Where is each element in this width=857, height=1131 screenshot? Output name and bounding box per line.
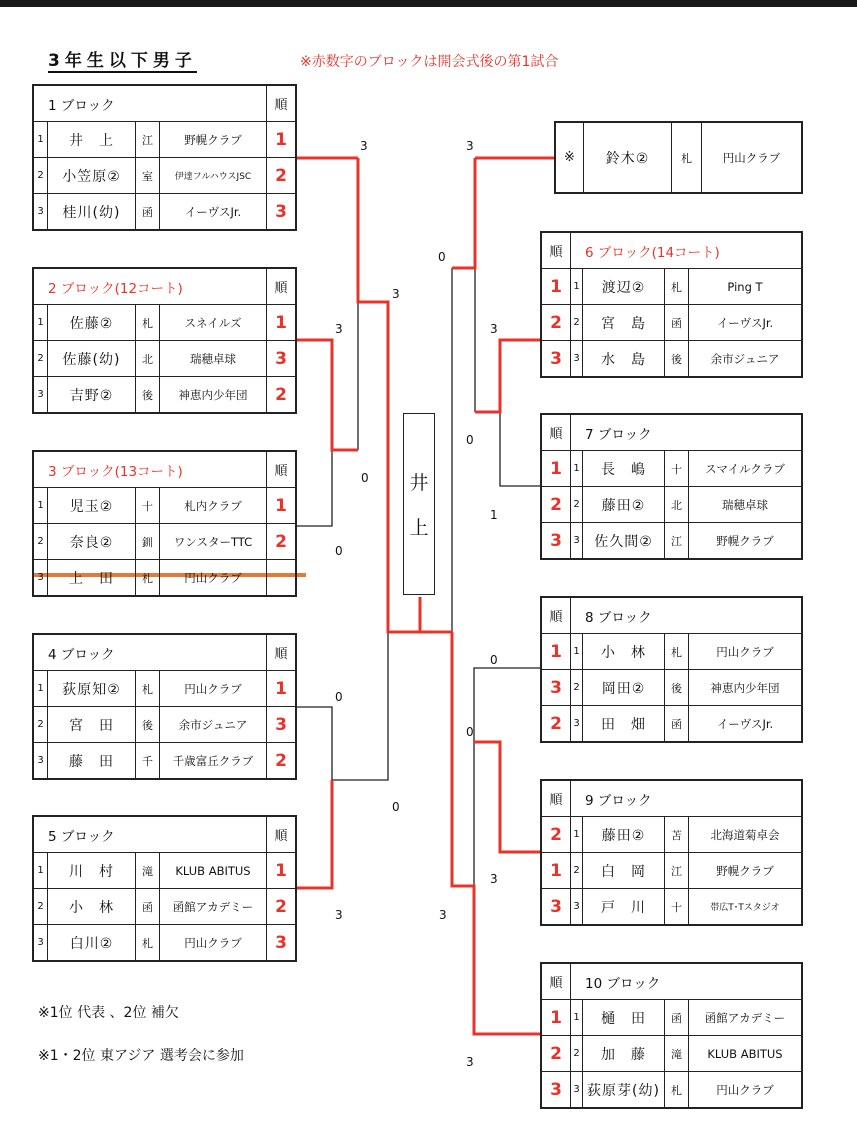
row-number: 1 xyxy=(571,1000,583,1036)
region: 札 xyxy=(136,305,160,341)
club-name: 円山クラブ xyxy=(160,560,267,596)
rank-col-header: 順 xyxy=(267,635,296,671)
row-number: 2 xyxy=(571,487,583,523)
row-number: 3 xyxy=(34,560,48,596)
row-number: 1 xyxy=(571,817,583,853)
row-number: 3 xyxy=(34,743,48,779)
player-name: 児玉② xyxy=(48,488,136,524)
block-8 xyxy=(540,596,803,743)
row-number: 2 xyxy=(571,670,583,706)
row-number: 1 xyxy=(34,122,48,158)
region: 北 xyxy=(665,487,689,523)
block-9 xyxy=(540,779,803,926)
table-row xyxy=(34,194,296,230)
player-name: 川 村 xyxy=(48,853,136,889)
score: 0 xyxy=(466,725,474,739)
rank: 2 xyxy=(267,524,296,560)
bracket-line xyxy=(474,668,540,742)
footnote-selection: ※1・2位 東アジア 選考会に参加 xyxy=(38,1048,244,1064)
row-number: 3 xyxy=(571,706,583,742)
table-row xyxy=(34,122,296,158)
winner-line xyxy=(474,742,540,852)
club-name: 円山クラブ xyxy=(702,123,802,193)
rank: 1 xyxy=(267,305,296,341)
rank: 3 xyxy=(542,1072,571,1108)
bracket-line xyxy=(297,632,388,780)
block-5 xyxy=(32,815,297,962)
score: 0 xyxy=(392,800,400,814)
rank: 3 xyxy=(542,889,571,925)
table-row xyxy=(34,377,296,413)
rank-col-header: 順 xyxy=(542,598,571,634)
rank: 3 xyxy=(267,341,296,377)
row-number: 2 xyxy=(34,707,48,743)
table-row xyxy=(34,341,296,377)
rank: 1 xyxy=(542,634,571,670)
champion-box xyxy=(403,413,435,595)
region: 札 xyxy=(665,1072,689,1108)
score: 3 xyxy=(490,872,498,886)
row-number: 1 xyxy=(34,305,48,341)
player-name: 井 上 xyxy=(48,122,136,158)
club-name: スマイルクラブ xyxy=(689,451,802,487)
club-name: 瑞穂卓球 xyxy=(689,487,802,523)
region: 後 xyxy=(136,707,160,743)
block-6 xyxy=(540,231,803,378)
region: 札 xyxy=(665,634,689,670)
table-row xyxy=(34,488,296,524)
player-name: 小笠原② xyxy=(48,158,136,194)
score: 3 xyxy=(335,908,343,922)
region: 江 xyxy=(665,523,689,559)
player-name: 荻原知② xyxy=(48,671,136,707)
region: 滝 xyxy=(136,853,160,889)
row-number: 3 xyxy=(34,194,48,230)
row-number: 1 xyxy=(571,634,583,670)
rank: 1 xyxy=(267,488,296,524)
rank: 2 xyxy=(267,889,296,925)
seed-mark: ※ xyxy=(556,123,584,193)
block-header: 5 ブロック xyxy=(34,817,267,853)
block-1 xyxy=(32,84,297,231)
player-name: 佐藤② xyxy=(48,305,136,341)
table-row xyxy=(34,853,296,889)
block-header: 1 ブロック xyxy=(34,86,267,122)
row-number: 3 xyxy=(34,925,48,961)
block-4 xyxy=(32,633,297,780)
rank-col-header: 順 xyxy=(267,86,296,122)
first-match-note: ※赤数字のブロックは開会式後の第1試合 xyxy=(300,54,559,70)
score: 0 xyxy=(438,250,446,264)
row-number: 2 xyxy=(571,1036,583,1072)
rank: 3 xyxy=(267,194,296,230)
player-name: 桂川(幼) xyxy=(48,194,136,230)
table-row xyxy=(542,1000,802,1036)
player-name: 田 畑 xyxy=(583,706,665,742)
table-row xyxy=(542,670,802,706)
row-number: 3 xyxy=(34,377,48,413)
rank: 2 xyxy=(542,817,571,853)
table-row xyxy=(34,524,296,560)
table-row xyxy=(34,889,296,925)
rank: 1 xyxy=(542,269,571,305)
club-name: 千歳富丘クラブ xyxy=(160,743,267,779)
row-number: 3 xyxy=(571,1072,583,1108)
block-3 xyxy=(32,450,297,597)
score: 3 xyxy=(439,908,447,922)
table-row xyxy=(556,123,802,193)
table-row xyxy=(542,1036,802,1072)
row-number: 2 xyxy=(34,158,48,194)
club-name: KLUB ABITUS xyxy=(689,1036,802,1072)
player-name: 白川② xyxy=(48,925,136,961)
club-name: 余市ジュニア xyxy=(160,707,267,743)
row-number: 1 xyxy=(34,488,48,524)
player-name: 小 林 xyxy=(583,634,665,670)
rank: 1 xyxy=(542,853,571,889)
rank: 1 xyxy=(267,122,296,158)
club-name: 帯広T･Tスタジオ xyxy=(689,889,802,925)
rank-col-header: 順 xyxy=(267,817,296,853)
rank: 2 xyxy=(267,743,296,779)
region: 札 xyxy=(136,560,160,596)
block-2 xyxy=(32,267,297,414)
club-name: 円山クラブ xyxy=(160,925,267,961)
club-name: ワンスターTTC xyxy=(160,524,267,560)
score: 3 xyxy=(466,1055,474,1069)
region: 札 xyxy=(665,269,689,305)
player-name: 上 田 xyxy=(48,560,136,596)
champion-char: 井 xyxy=(409,472,429,494)
winner-line xyxy=(297,340,358,450)
bracket-line xyxy=(500,340,540,486)
club-name: 函館アカデミー xyxy=(689,1000,802,1036)
club-name: 北海道菊卓会 xyxy=(689,817,802,853)
player-name: 鈴木② xyxy=(584,123,672,193)
region: 十 xyxy=(665,889,689,925)
club-name: スネイルズ xyxy=(160,305,267,341)
score: 3 xyxy=(466,139,474,153)
player-name: 水 島 xyxy=(583,341,665,377)
club-name: 瑞穂卓球 xyxy=(160,341,267,377)
score: 0 xyxy=(335,690,343,704)
player-name: 藤田② xyxy=(583,817,665,853)
bracket-line xyxy=(297,340,332,526)
rank: 2 xyxy=(542,305,571,341)
club-name: 札内クラブ xyxy=(160,488,267,524)
row-number: 3 xyxy=(571,889,583,925)
club-name: Ping T xyxy=(689,269,802,305)
block-header: 4 ブロック xyxy=(34,635,267,671)
row-number: 2 xyxy=(571,305,583,341)
rank: 2 xyxy=(542,487,571,523)
region: 函 xyxy=(665,305,689,341)
region: 函 xyxy=(136,889,160,925)
player-name: 加 藤 xyxy=(583,1036,665,1072)
block-header: 9 ブロック xyxy=(571,781,802,817)
club-name: 神恵内少年団 xyxy=(160,377,267,413)
player-name: 樋 田 xyxy=(583,1000,665,1036)
score: 0 xyxy=(335,544,343,558)
block-header: 7 ブロック xyxy=(571,415,802,451)
club-name: イーヴスJr. xyxy=(689,706,802,742)
table-row xyxy=(542,817,802,853)
row-number: 2 xyxy=(34,341,48,377)
rank: 3 xyxy=(267,707,296,743)
table-row xyxy=(542,487,802,523)
region: 江 xyxy=(136,122,160,158)
winner-line xyxy=(297,780,332,888)
score: 0 xyxy=(490,653,498,667)
winner-line xyxy=(475,340,540,412)
table-row xyxy=(34,305,296,341)
row-number: 2 xyxy=(34,524,48,560)
score: 0 xyxy=(361,471,369,485)
row-number: 2 xyxy=(571,853,583,889)
region: 札 xyxy=(136,925,160,961)
table-row xyxy=(34,707,296,743)
rank xyxy=(267,560,296,596)
region: 札 xyxy=(136,671,160,707)
rank: 3 xyxy=(542,523,571,559)
table-row xyxy=(34,560,296,596)
block-header: 8 ブロック xyxy=(571,598,802,634)
player-name: 藤田② xyxy=(583,487,665,523)
region: 十 xyxy=(136,488,160,524)
region: 滝 xyxy=(665,1036,689,1072)
winner-line xyxy=(452,158,475,268)
club-name: 円山クラブ xyxy=(689,634,802,670)
player-name: 白 岡 xyxy=(583,853,665,889)
rank: 1 xyxy=(542,1000,571,1036)
score: 0 xyxy=(466,433,474,447)
club-name: 円山クラブ xyxy=(160,671,267,707)
player-name: 佐藤(幼) xyxy=(48,341,136,377)
row-number: 2 xyxy=(34,889,48,925)
seed-box xyxy=(554,121,803,194)
score: 1 xyxy=(490,508,498,522)
club-name: イーヴスJr. xyxy=(689,305,802,341)
row-number: 1 xyxy=(571,451,583,487)
player-name: 荻原芽(幼) xyxy=(583,1072,665,1108)
rank: 3 xyxy=(542,341,571,377)
row-number: 1 xyxy=(34,671,48,707)
player-name: 小 林 xyxy=(48,889,136,925)
region: 函 xyxy=(665,1000,689,1036)
row-number: 1 xyxy=(571,269,583,305)
rank: 1 xyxy=(267,853,296,889)
region: 苫 xyxy=(665,817,689,853)
table-row xyxy=(542,305,802,341)
region: 北 xyxy=(136,341,160,377)
player-name: 藤 田 xyxy=(48,743,136,779)
rank: 3 xyxy=(267,925,296,961)
region: 江 xyxy=(665,853,689,889)
table-row xyxy=(542,634,802,670)
rank: 2 xyxy=(542,706,571,742)
region: 十 xyxy=(665,451,689,487)
club-name: 函館アカデミー xyxy=(160,889,267,925)
region: 函 xyxy=(136,194,160,230)
rank-col-header: 順 xyxy=(542,415,571,451)
region: 千 xyxy=(136,743,160,779)
block-header: 6 ブロック(14コート) xyxy=(571,233,802,269)
winner-line xyxy=(452,632,540,1034)
club-name: KLUB ABITUS xyxy=(160,853,267,889)
table-row xyxy=(542,341,802,377)
club-name: 野幌クラブ xyxy=(689,523,802,559)
table-row xyxy=(542,1072,802,1108)
club-name: 余市ジュニア xyxy=(689,341,802,377)
region: 札 xyxy=(672,123,702,193)
row-number: 3 xyxy=(571,341,583,377)
rank-col-header: 順 xyxy=(542,781,571,817)
rank: 3 xyxy=(542,670,571,706)
table-row xyxy=(34,671,296,707)
block-header: 3 ブロック(13コート) xyxy=(34,452,267,488)
row-number: 3 xyxy=(571,523,583,559)
player-name: 佐久間② xyxy=(583,523,665,559)
region: 後 xyxy=(665,670,689,706)
score: 3 xyxy=(335,322,343,336)
player-name: 渡辺② xyxy=(583,269,665,305)
table-row xyxy=(542,853,802,889)
table-row xyxy=(542,706,802,742)
block-header: 2 ブロック(12コート) xyxy=(34,269,267,305)
club-name: 円山クラブ xyxy=(689,1072,802,1108)
region: 後 xyxy=(136,377,160,413)
rank-col-header: 順 xyxy=(542,964,571,1000)
rank-col-header: 順 xyxy=(542,233,571,269)
block-7 xyxy=(540,413,803,560)
score: 3 xyxy=(490,322,498,336)
block-header: 10 ブロック xyxy=(571,964,802,1000)
region: 函 xyxy=(665,706,689,742)
table-row xyxy=(542,523,802,559)
rank: 1 xyxy=(267,671,296,707)
rank: 2 xyxy=(267,377,296,413)
player-name: 岡田② xyxy=(583,670,665,706)
block-10 xyxy=(540,962,803,1109)
player-name: 宮 田 xyxy=(48,707,136,743)
player-name: 長 嶋 xyxy=(583,451,665,487)
region: 後 xyxy=(665,341,689,377)
score: 3 xyxy=(392,287,400,301)
rank: 2 xyxy=(267,158,296,194)
rank-col-header: 順 xyxy=(267,452,296,488)
club-name: 野幌クラブ xyxy=(160,122,267,158)
club-name: 神恵内少年団 xyxy=(689,670,802,706)
table-row xyxy=(542,889,802,925)
region: 室 xyxy=(136,158,160,194)
score: 3 xyxy=(360,139,368,153)
club-name: 伊達フルハウスJSC xyxy=(160,158,267,194)
player-name: 宮 島 xyxy=(583,305,665,341)
footnote-representative: ※1位 代表 、2位 補欠 xyxy=(38,1005,179,1021)
player-name: 吉野② xyxy=(48,377,136,413)
table-row xyxy=(34,925,296,961)
club-name: 野幌クラブ xyxy=(689,853,802,889)
rank-col-header: 順 xyxy=(267,269,296,305)
table-row xyxy=(34,158,296,194)
rank: 1 xyxy=(542,451,571,487)
row-number: 1 xyxy=(34,853,48,889)
region: 釧 xyxy=(136,524,160,560)
table-row xyxy=(542,269,802,305)
page-title: 3年生以下男子 xyxy=(48,46,197,73)
table-row xyxy=(34,743,296,779)
club-name: イーヴスJr. xyxy=(160,194,267,230)
player-name: 戸 川 xyxy=(583,889,665,925)
player-name: 奈良② xyxy=(48,524,136,560)
table-row xyxy=(542,451,802,487)
champion-char: 上 xyxy=(409,517,429,539)
rank: 2 xyxy=(542,1036,571,1072)
